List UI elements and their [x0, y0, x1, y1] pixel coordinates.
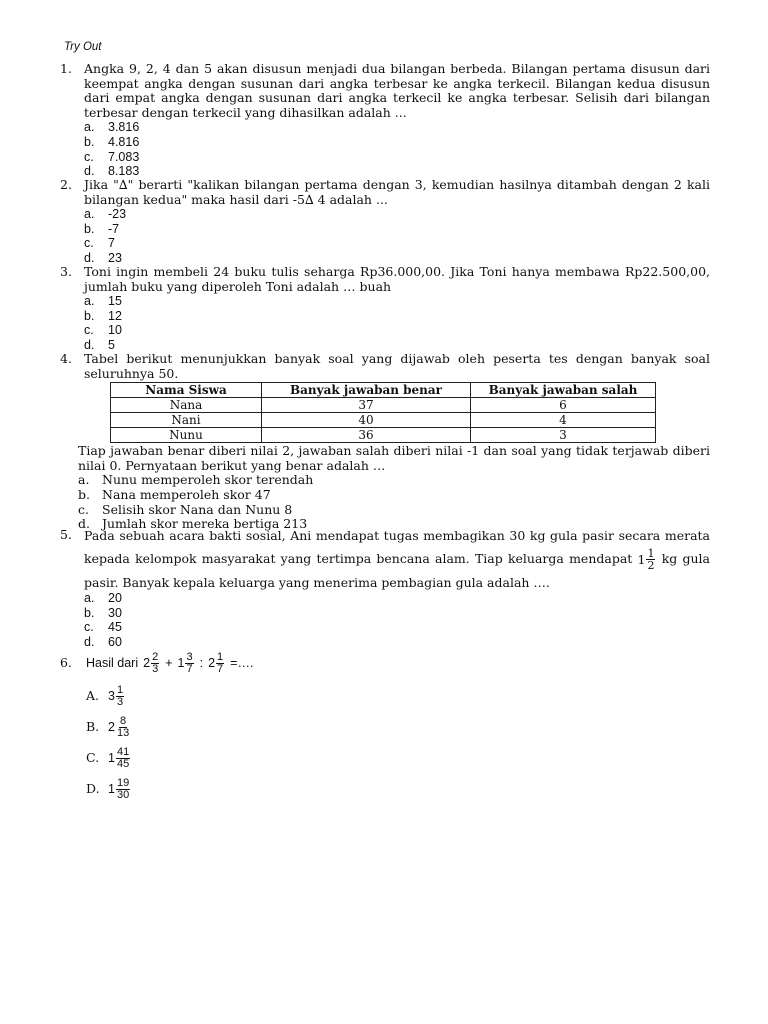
options-list — [84, 207, 710, 265]
option-b: b. -7 — [84, 221, 120, 236]
fraction: $\frac{41}{45}$ — [116, 746, 130, 770]
option-b: b. Nana memperoleh skor 47 — [78, 486, 271, 502]
column-header: Banyak jawaban salah — [471, 383, 656, 398]
options-list — [60, 681, 710, 805]
question-number: 5. — [60, 527, 72, 542]
table-cell: 3 — [471, 428, 656, 443]
table-cell: Nunu — [111, 428, 262, 443]
options-list — [84, 591, 710, 649]
fraction: $\frac{2}{3}$ — [152, 650, 159, 675]
question-number: 6. — [60, 654, 72, 670]
table-cell: Nana — [111, 398, 262, 413]
option-d: D. 1 $\frac{19}{30}$ — [86, 777, 130, 801]
option-b: b. 4.816 — [84, 134, 140, 149]
option-b: b. 12 — [84, 308, 122, 323]
option-c: c. 7 — [84, 236, 115, 251]
question-followup-text: Tiap jawaban benar diberi nilai 2, jawaban salah diberi nilai -1 dan soal yang tidak terjawab diberi nilai 0. Pernyataan berikut yang benar adalah … — [78, 443, 710, 473]
option-a: a. -23 — [84, 207, 127, 222]
fraction: $\frac{1}{2}$ — [647, 547, 655, 572]
question-text: Pada sebuah acara bakti sosial, Ani mendapat tugas membagikan 30 kg gula pasir secara merata kepada kelompok masyarakat yang tertimpa bencana alam. Tiap keluarga mendapat 1 $\frac{1}{2}$ kg gula pasir. Banyak kepala keluarga yang menerima pembagian gula adalah …. — [84, 528, 710, 590]
table-cell: 37 — [262, 398, 471, 413]
table-cell: 36 — [262, 428, 471, 443]
option-d: d. 60 — [84, 634, 122, 649]
question-number: 3. — [60, 264, 72, 279]
fraction: $\frac{1}{3}$ — [116, 684, 124, 708]
table-cell: Nani — [111, 413, 262, 428]
option-a: a. 20 — [84, 591, 122, 605]
option-d: d. 8.183 — [84, 164, 140, 179]
option-c: c. 45 — [84, 620, 122, 635]
option-c: C. 1 $\frac{41}{45}$ — [86, 746, 130, 770]
option-c: c. Selisih skor Nana dan Nunu 8 — [78, 501, 293, 517]
question-text: Jika "∆" berarti "kalikan bilangan pertama dengan 3, kemudian hasilnya ditambah dengan 2 kali bilangan kedua" maka hasil dari -5∆ 4 adalah ... — [84, 177, 710, 207]
table-cell: 4 — [471, 413, 656, 428]
question-text: Tabel berikut menunjukkan banyak soal yang dijawab oleh peserta tes dengan banyak soal seluruhnya 50. — [84, 351, 710, 381]
option-b: B. 2 $\frac{8}{13}$ — [86, 715, 130, 739]
table-row — [111, 428, 656, 443]
fraction: $\frac{19}{30}$ — [116, 777, 130, 801]
options-list — [78, 473, 710, 531]
column-header: Banyak jawaban benar — [262, 383, 471, 398]
table-header-row — [111, 383, 656, 398]
question-4 — [60, 352, 710, 532]
mixed-fraction-whole: 1 — [637, 552, 646, 567]
question-2 — [60, 178, 710, 266]
option-b: b. 30 — [84, 605, 122, 620]
fraction: $\frac{8}{13}$ — [116, 715, 130, 739]
option-a: a. 3.816 — [84, 120, 140, 135]
question-6 — [60, 648, 710, 805]
question-1 — [60, 62, 710, 179]
table-row — [111, 413, 656, 428]
question-text: Angka 9, 2, 4 dan 5 akan disusun menjadi dua bilangan berbeda. Bilangan pertama disusun dari keempat angka dengan susunan dari angka terbesar ke angka terkecil. Bilangan kedua disusun dari empat angka dengan susunan dari angka terkecil ke angka terbesar. Selisih dari bilangan terbesar dengan terkecil yang dihasilkan adalah ... — [84, 61, 710, 120]
option-a: a. 15 — [84, 294, 122, 309]
table-row — [111, 398, 656, 413]
question-number: 2. — [60, 177, 72, 192]
question-expression: 6. Hasil dari 2 $\frac{2}{3}$ + 1 $\frac{3}{7}$ : 2 $\frac{1}{7}$ =…. — [60, 650, 254, 675]
table-cell: 40 — [262, 413, 471, 428]
question-number: 4. — [60, 351, 72, 366]
question-5 — [60, 528, 710, 649]
option-c: c. 10 — [84, 323, 122, 338]
page-title: Try Out — [64, 41, 102, 53]
table-cell: 6 — [471, 398, 656, 413]
option-a: A. 3 $\frac{1}{3}$ — [86, 684, 124, 708]
question-3 — [60, 265, 710, 353]
option-a: a. Nunu memperoleh skor terendah — [78, 472, 314, 488]
fraction: $\frac{1}{7}$ — [217, 650, 224, 675]
question-number: 1. — [60, 61, 72, 76]
question-text: Toni ingin membeli 24 buku tulis seharga Rp36.000,00. Jika Toni hanya membawa Rp22.500,00, jumlah buku yang diperoleh Toni adalah … buah — [84, 264, 710, 294]
option-d: d. Jumlah skor mereka bertiga 213 — [78, 516, 308, 532]
option-c: c. 7.083 — [84, 149, 140, 164]
options-list — [84, 120, 710, 178]
options-list — [84, 294, 710, 352]
option-d: d. 5 — [84, 337, 115, 352]
fraction: $\frac{3}{7}$ — [186, 650, 193, 675]
column-header: Nama Siswa — [111, 383, 262, 398]
score-table — [110, 382, 656, 443]
option-d: d. 23 — [84, 250, 122, 265]
